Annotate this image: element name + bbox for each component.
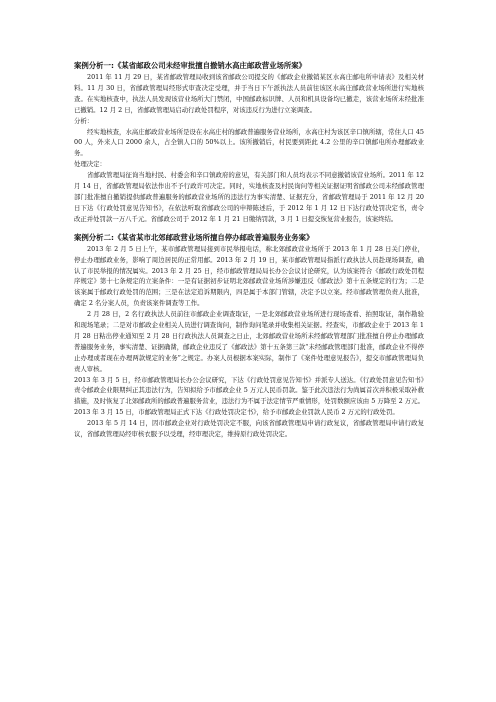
section-spacer	[74, 225, 424, 232]
document-body	[74, 60, 424, 440]
case-one-paragraph: 2011 年 11 月 29 日，某省邮政管理局收到该省邮政公司提交的《邮政企业撤销某区水高庄邮电所申请表》及相关材料。11 月 30 日，省邮政管理局经形式审查决定受理，并于当日下午派执法人员前往该区水高庄邮政营业场所进行实地核查。在实地核查中，执法人员发现该营业场所大门禁闭，中国邮政标识牌、人员和机具设备均已撤走，该营业场所未经批准已撤销。12 月 2 日，省邮政管理局启动行政处罚程序，对该违反行为进行立案调查。	[74, 73, 424, 114]
case-two-section	[74, 232, 424, 440]
case-one-decision-label: 处理决定：	[74, 160, 106, 169]
case-one-paragraph: 省邮政管理局征询当地村民、村委会和辛口镇政府的意见，有关部门和人员均表示不同意撤销该营业场所。2011 年 12 月 14 日，省邮政管理局依法作出不予行政许可决定。同时，实地核查及村民询问等相关证据证明省邮政公司未经邮政管理部门批准擅自撤销提供邮政普遍服务的邮政营业场所的违法行为事实清楚、证据充分，省邮政管理局于 2011 年 12 月 20 日下达《行政处罚意见告知书》，在依法听取省邮政公司的申辩陈述后，于 2012 年 1 月 12 日下达行政处罚决定书，责令改正并处罚款一万八千元。省邮政公司于 2012 年 1 月 21 日缴纳罚款，3 月 1 日提交恢复营业报告，该案终结。	[74, 171, 424, 223]
case-one-paragraph: 经实地核查，水高庄邮政营业场所是设在水高庄村的邮政普遍服务营业场所，水高庄村为该区辛口镇所辖，常住人口 4500 人，外来人口 2000 余人，占全镇人口的 50%以上。该所撤销后，村民要到距此 4.2 公里的辛口镇邮电所办理邮政业务。	[74, 127, 424, 158]
case-two-paragraph: 2013 年 5 月 14 日，因市邮政企业对行政处罚决定不服，向该省邮政管理局申请行政复议，省邮政管理局申请行政复议，省邮政管理局经审核衣服予以受理，经审理决定，维持原行政处罚决定。	[74, 419, 424, 439]
case-two-paragraph: 2013 年 2 月 5 日上午，某市邮政管理局接到市民举报电话，称北郊邮政营业场所于 2013 年 1 月 28 日关门停业，停止办理邮政业务，影响了周边居民的正常用邮。2013 年 2 月 19 日，某市邮政管理局指派行政执法人员赴现场调查，确认了市民举报的情况属实。2013 年 2 月 25 日，经市邮政管理局局长办公会议讨论研究，认为该案符合《邮政行政处罚程序规定》第十七条规定的立案条件：一是有证据初步证明北郊邮政营业场所涉嫌违反《邮政法》第十五条规定的行为；二是该案属于邮政行政处罚的范围；三是在法定追诉期限内，四是属于本部门管辖，决定予以立案。经市邮政管理负责人批准，确定 2 名分案人员，负责该案件调查等工作。	[74, 244, 424, 308]
case-one-analysis-label: 分析：	[74, 116, 94, 125]
case-one-section	[74, 60, 424, 225]
case-one-title: 案例分析一:《某省邮政公司未经审批擅自撤销水高庄邮政营业场所案》	[74, 61, 307, 70]
case-two-paragraph: 2013 年 3 月 5 日，经市邮政管理局长办公会议研究，下达《行政处罚意见告知书》并派专人送达。《行政处罚意见告知书》责令邮政企业限期纠正其违法行为，告知拟给予市邮政企业 5 万元人民币罚款。鉴于此次违法行为尚属首次并积极采取补救措施，及时恢复了北郊邮政所的邮政普遍服务营业，违法行为不属于法定情节严重情形，处罚数额应该由 5 万降至 2 万元。2013 年 3 月 15 日，市邮政管理局正式下达《行政处罚决定书》，给予市邮政企业罚款人民币 2 万元的行政处罚。	[74, 375, 424, 417]
case-two-title: 案例分析二:《某省某市北郊邮政营业场所擅自停办邮政普遍服务业务案》	[74, 232, 314, 242]
case-two-paragraph: 2 月 28 日，2 名行政执法人员前往市邮政企业调查取证，一是北郊邮政营业场所进行现场查看、拍照取证，制作勘验和现场笔录；二是对市邮政企业相关人员进行调查询问，制作询问笔录并收集相关证据。经查实，市邮政企业于 2013 年 1 月 28 日粘出停业通知至 2 月 28 日行政执法人员调查之日止，北郊邮政营业场所未经邮政管理部门批准擅自停止办理邮政普遍服务业务，事实清楚、证据确凿，邮政企业违反了《邮政法》第十五条第三款“未经邮政管理部门批准，邮政企业不得停止办理或者现在办理两款规定的业务”之规定。办案人员根据本案实际，制作了《案件处理意见报告》，提交市邮政管理局负责人审核。	[74, 310, 424, 373]
